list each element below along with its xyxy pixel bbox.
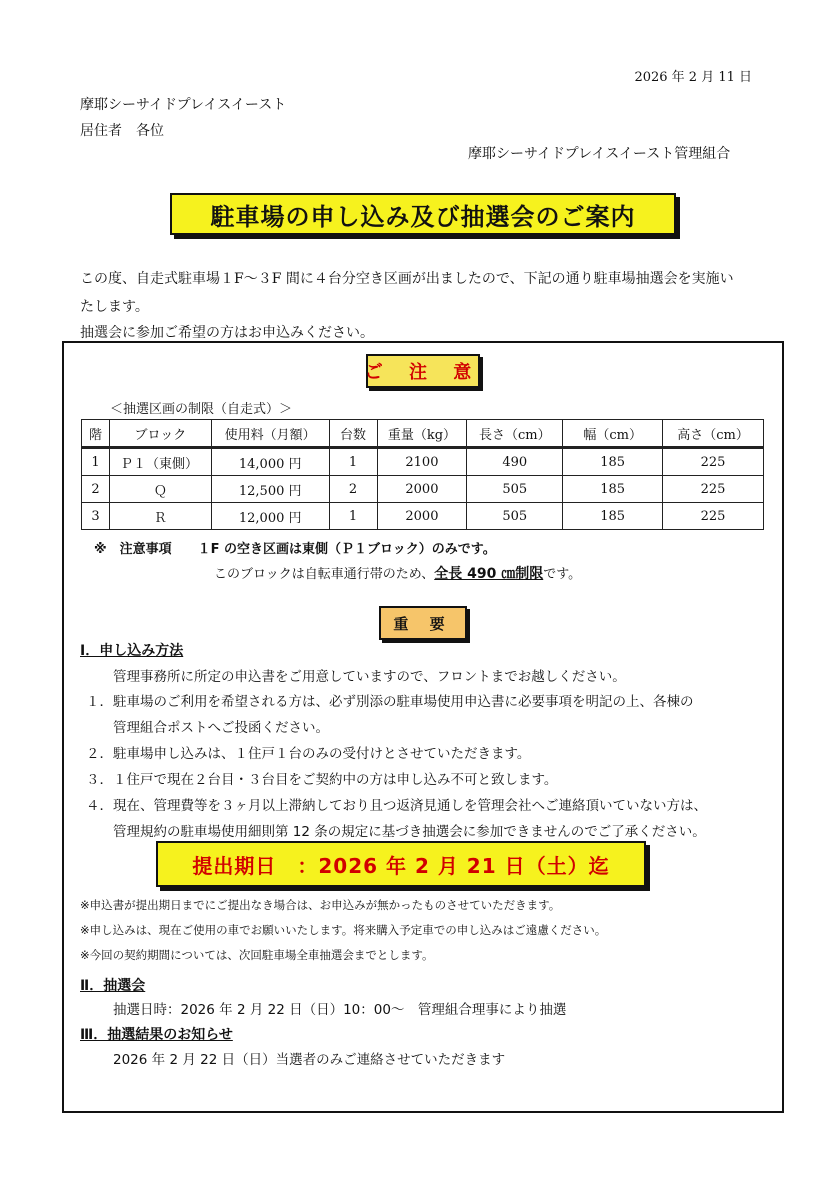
length-limit-pre: このブロックは自転車通行帯のため、 <box>214 567 435 582</box>
table-cell: 185 <box>563 448 663 476</box>
header-cell: 階 <box>82 420 110 448</box>
section-1-item-4b: 管理規約の駐車場使用細則第 12 条の規定に基づき抽選会に参加できませんのでご了承ください。 <box>113 824 706 840</box>
table-header-row <box>82 420 764 448</box>
small-note: ※今回の契約期間については、次回駐車場全車抽選会までとします。 <box>80 948 434 962</box>
deadline-text: 提出期日 ：2026 年 2 月 21 日（土）迄 <box>192 853 610 878</box>
table-cell: 2100 <box>377 448 467 476</box>
table-cell: 1 <box>82 448 110 476</box>
section-1-item-3: ３．１住戸で現在２台目・３台目をご契約中の方は申し込み不可と致します。 <box>86 772 558 788</box>
caution-note-label: ※ 注意事項 <box>94 542 172 557</box>
table-row <box>82 448 764 476</box>
parking-restriction-table <box>81 419 764 530</box>
table-cell: 505 <box>467 503 563 530</box>
header-cell: 重量（kg） <box>377 420 467 448</box>
intro-line-2: たします。 <box>80 299 149 315</box>
small-note: ※申し込みは、現在ご使用の車でお願いいたします。将来購入予定車での申し込みはご遠慮ください。 <box>80 923 607 937</box>
addressee-residents: 居住者 各位 <box>80 123 164 139</box>
length-limit-emphasis: 全長 490 ㎝制限 <box>434 566 544 582</box>
section-1-heading: Ⅰ．申し込み方法 <box>80 643 184 659</box>
table-row <box>82 503 764 530</box>
intro-line-3: 抽選会に参加ご希望の方はお申込みください。 <box>80 325 374 341</box>
table-cell: 2 <box>82 476 110 503</box>
header-cell: 幅（cm） <box>563 420 663 448</box>
section-1-lead: 管理事務所に所定の申込書をご用意していますので、フロントまでお越しください。 <box>113 669 626 685</box>
table-cell: 1 <box>329 503 377 530</box>
caution-banner <box>366 354 480 388</box>
table-cell: 1 <box>329 448 377 476</box>
table-cell: 3 <box>82 503 110 530</box>
section-3-detail: 2026 年 2 月 22 日（日）当選者のみご連絡させていただきます <box>113 1052 506 1068</box>
table-caption: ＜抽選区画の制限（自走式）＞ <box>110 402 293 417</box>
small-note: ※申込書が提出期日までにご提出なき場合は、お申込みが無かったものさせていただきます。 <box>80 898 561 912</box>
table-cell: 185 <box>563 503 663 530</box>
deadline-banner <box>156 841 646 887</box>
table-cell: 12,500 円 <box>211 476 329 503</box>
caution-label: ご 注 意 <box>364 362 482 383</box>
section-1-item-1a: １．駐車場のご利用を希望される方は、必ず別添の駐車場使用申込書に必要事項を明記の上、各棟の <box>86 694 694 710</box>
intro-line-1: この度、自走式駐車場１F～３F 間に４台分空き区画が出ましたので、下記の通り駐車場抽選会を実施い <box>80 271 734 287</box>
table-cell: Ｐ１（東側） <box>109 448 211 476</box>
table-cell: 185 <box>563 476 663 503</box>
header-cell: 台数 <box>329 420 377 448</box>
page-title: 駐車場の申し込み及び抽選会のご案内 <box>210 202 636 231</box>
section-1-item-2: ２．駐車場申し込みは、１住戸１台のみの受付けとさせていただきます。 <box>86 746 531 762</box>
table-cell: Ｑ <box>109 476 211 503</box>
table-cell: 225 <box>663 503 764 530</box>
header-cell: 高さ（cm） <box>663 420 764 448</box>
table-cell: Ｒ <box>109 503 211 530</box>
header-cell: ブロック <box>109 420 211 448</box>
table-cell: 2 <box>329 476 377 503</box>
table-cell: 14,000 円 <box>211 448 329 476</box>
table-cell: 225 <box>663 448 764 476</box>
addressee-building: 摩耶シーサイドプレイスイースト <box>80 97 287 113</box>
length-limit-post: です。 <box>543 567 582 582</box>
table-cell: 225 <box>663 476 764 503</box>
table-cell: 490 <box>467 448 563 476</box>
title-banner <box>170 193 676 235</box>
table-cell: 2000 <box>377 503 467 530</box>
table-cell: 2000 <box>377 476 467 503</box>
section-3-heading: Ⅲ．抽選結果のお知らせ <box>80 1027 233 1043</box>
important-banner <box>379 606 467 640</box>
sender: 摩耶シーサイドプレイスイースト管理組合 <box>468 146 731 162</box>
section-2-heading: Ⅱ．抽選会 <box>80 978 146 994</box>
caution-note-text: １F の空き区画は東側（Ｐ１ブロック）のみです。 <box>197 542 496 557</box>
section-1-item-1b: 管理組合ポストへご投函ください。 <box>113 720 329 736</box>
section-1-item-4a: ４．現在、管理費等を３ヶ月以上滞納しており且つ返済見通しを管理会社へご連絡頂いていない方は、 <box>86 798 707 814</box>
table-cell: 12,000 円 <box>211 503 329 530</box>
important-label: 重 要 <box>393 614 453 633</box>
table-cell: 505 <box>467 476 563 503</box>
section-2-detail: 抽選日時：2026 年 2 月 22 日（日）10：00～ 管理組合理事により抽選 <box>113 1002 567 1018</box>
caution-note <box>94 538 496 557</box>
table-row <box>82 476 764 503</box>
header-cell: 使用料（月額） <box>211 420 329 448</box>
length-limit-note <box>214 563 581 583</box>
document-date: 2026 年 2 月 11 日 <box>634 70 752 85</box>
header-cell: 長さ（cm） <box>467 420 563 448</box>
